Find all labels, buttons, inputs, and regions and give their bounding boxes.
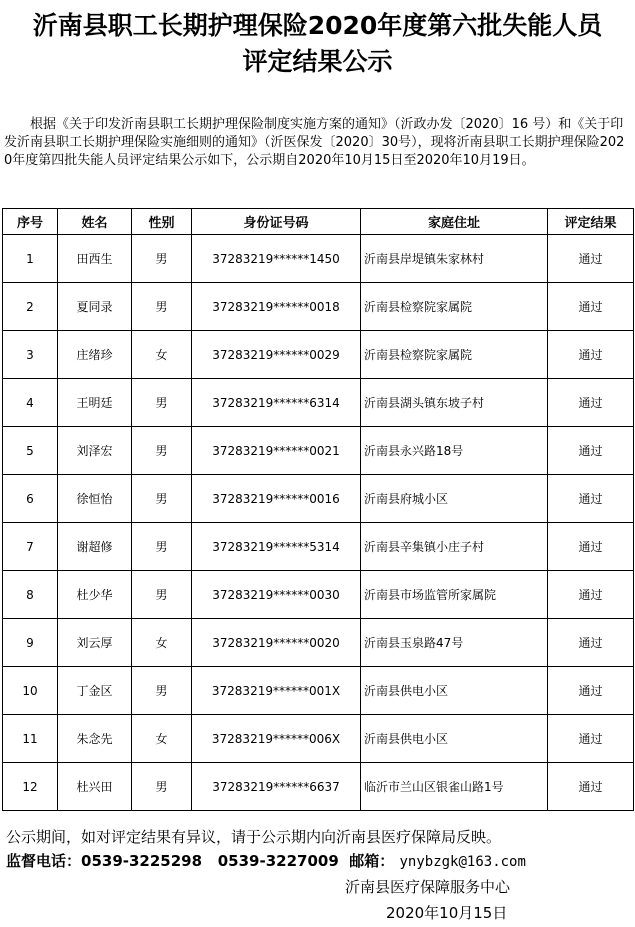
table-row (3, 523, 634, 571)
cell-serial-number: 1 (3, 235, 58, 283)
cell-id-number: 37283219******0016 (192, 475, 361, 523)
cell-serial-number: 6 (3, 475, 58, 523)
cell-address: 沂南县市场监管所家属院 (361, 571, 548, 619)
cell-gender: 男 (132, 763, 192, 811)
table-row (3, 619, 634, 667)
cell-gender: 男 (132, 283, 192, 331)
cell-gender: 男 (132, 235, 192, 283)
cell-serial-number: 7 (3, 523, 58, 571)
email-address: ynybzgk@163.com (399, 854, 526, 870)
table-row (3, 715, 634, 763)
table-body (3, 235, 634, 811)
cell-name: 丁金区 (58, 667, 132, 715)
intro-paragraph: 根据《关于印发沂南县职工长期护理保险制度实施方案的通知》（沂政办发〔2020〕16 号）和《关于印发沂南县职工长期护理保险实施细则的通知》（沂医保发〔2020〕30号），现将沂南县职工长期护理保险2020年度第四批失能人员评定结果公示如下，公示期自2020年10月15日至2020年10月19日。 (4, 117, 625, 168)
cell-result: 通过 (548, 667, 634, 715)
cell-address: 沂南县府城小区 (361, 475, 548, 523)
cell-id-number: 37283219******0021 (192, 427, 361, 475)
cell-address: 沂南县辛集镇小庄子村 (361, 523, 548, 571)
cell-result: 通过 (548, 379, 634, 427)
cell-address: 临沂市兰山区银雀山路1号 (361, 763, 548, 811)
cell-name: 夏同录 (58, 283, 132, 331)
cell-result: 通过 (548, 763, 634, 811)
cell-serial-number: 5 (3, 427, 58, 475)
cell-name: 王明廷 (58, 379, 132, 427)
header-address: 家庭住址 (361, 209, 548, 235)
cell-id-number: 37283219******1450 (192, 235, 361, 283)
contact-line (6, 850, 526, 871)
cell-address: 沂南县湖头镇东坡子村 (361, 379, 548, 427)
table-row (3, 283, 634, 331)
table-row (3, 331, 634, 379)
cell-serial-number: 10 (3, 667, 58, 715)
cell-id-number: 37283219******0029 (192, 331, 361, 379)
email-label: 邮箱： (349, 852, 395, 870)
cell-name: 庄绪珍 (58, 331, 132, 379)
header-id-number: 身份证号码 (192, 209, 361, 235)
table-header-row (3, 209, 634, 235)
cell-serial-number: 2 (3, 283, 58, 331)
cell-name: 刘泽宏 (58, 427, 132, 475)
cell-result: 通过 (548, 715, 634, 763)
cell-gender: 女 (132, 619, 192, 667)
header-name: 姓名 (58, 209, 132, 235)
cell-result: 通过 (548, 427, 634, 475)
cell-gender: 女 (132, 715, 192, 763)
phone-number-2: 0539-3227009 (217, 852, 339, 870)
cell-address: 沂南县供电小区 (361, 715, 548, 763)
cell-gender: 男 (132, 523, 192, 571)
cell-gender: 女 (132, 331, 192, 379)
header-serial-number: 序号 (3, 209, 58, 235)
cell-name: 朱念先 (58, 715, 132, 763)
title-line-1: 沂南县职工长期护理保险2020年度第六批失能人员 (32, 11, 603, 40)
cell-result: 通过 (548, 619, 634, 667)
table-row (3, 427, 634, 475)
results-table (2, 208, 634, 811)
cell-name: 徐恒怡 (58, 475, 132, 523)
table-row (3, 379, 634, 427)
table-row (3, 571, 634, 619)
cell-id-number: 37283219******006X (192, 715, 361, 763)
cell-address: 沂南县检察院家属院 (361, 283, 548, 331)
table-row (3, 235, 634, 283)
title-line-2: 评定结果公示 (242, 47, 393, 76)
cell-address: 沂南县检察院家属院 (361, 331, 548, 379)
cell-serial-number: 8 (3, 571, 58, 619)
cell-result: 通过 (548, 283, 634, 331)
cell-serial-number: 4 (3, 379, 58, 427)
phone-number-1: 0539-3225298 (81, 852, 203, 870)
cell-gender: 男 (132, 571, 192, 619)
table-row (3, 475, 634, 523)
cell-address: 沂南县永兴路18号 (361, 427, 548, 475)
phone-label: 监督电话： (6, 852, 82, 870)
cell-gender: 男 (132, 379, 192, 427)
cell-id-number: 37283219******0018 (192, 283, 361, 331)
objection-notice: 公示期间，如对评定结果有异议，请于公示期内向沂南县医疗保障局反映。 (6, 828, 502, 846)
issue-date: 2020年10月15日 (386, 904, 508, 922)
cell-result: 通过 (548, 523, 634, 571)
cell-gender: 男 (132, 667, 192, 715)
cell-id-number: 37283219******6314 (192, 379, 361, 427)
cell-name: 杜少华 (58, 571, 132, 619)
cell-id-number: 37283219******001X (192, 667, 361, 715)
cell-name: 刘云厚 (58, 619, 132, 667)
cell-serial-number: 3 (3, 331, 58, 379)
cell-id-number: 37283219******0020 (192, 619, 361, 667)
table-row (3, 763, 634, 811)
cell-address: 沂南县岸堤镇朱家林村 (361, 235, 548, 283)
header-result: 评定结果 (548, 209, 634, 235)
issuer: 沂南县医疗保障服务中心 (345, 878, 511, 896)
page-title (0, 0, 635, 88)
cell-serial-number: 9 (3, 619, 58, 667)
cell-serial-number: 11 (3, 715, 58, 763)
cell-result: 通过 (548, 235, 634, 283)
cell-gender: 男 (132, 427, 192, 475)
cell-name: 田西生 (58, 235, 132, 283)
cell-name: 谢超修 (58, 523, 132, 571)
header-gender: 性别 (132, 209, 192, 235)
cell-id-number: 37283219******6637 (192, 763, 361, 811)
cell-address: 沂南县玉泉路47号 (361, 619, 548, 667)
cell-address: 沂南县供电小区 (361, 667, 548, 715)
cell-name: 杜兴田 (58, 763, 132, 811)
cell-serial-number: 12 (3, 763, 58, 811)
table-row (3, 667, 634, 715)
cell-id-number: 37283219******5314 (192, 523, 361, 571)
cell-id-number: 37283219******0030 (192, 571, 361, 619)
cell-result: 通过 (548, 475, 634, 523)
cell-gender: 男 (132, 475, 192, 523)
cell-result: 通过 (548, 571, 634, 619)
cell-result: 通过 (548, 331, 634, 379)
